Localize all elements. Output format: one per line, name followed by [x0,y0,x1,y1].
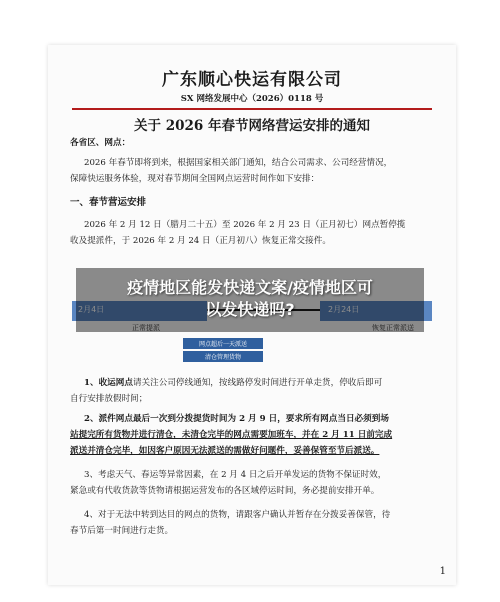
red-divider [72,108,432,110]
page-mark: 1 [439,566,446,577]
intro-line-2: 保障快运服务体验，现对春节期间全国网点运营时间作如下安排： [70,174,320,184]
timeline-label-right: 恢复正常派送 [372,324,414,332]
item1-line-1 [70,375,434,391]
intro-line-1: 2026 年春节即将到来，根据国家相关部门通知，结合公司需求、公司经营情况， [84,158,393,168]
item2-line-1 [70,411,434,427]
item2-text: 最后一次到分拨提货时间为 2 月 9 日，要求所有网点当日必须到场 [132,414,389,424]
document-number: SX 网络发展中心（2026）0118 号 [180,94,324,104]
caption-line-1: 疫情地区能发快递文案/疫情地区可 [127,278,373,297]
document-title: 关于 2026 年春节网络营运安排的通知 [134,118,370,134]
timeline-boxes [183,338,263,364]
section1-line-1: 2026 年 2 月 12 日（腊月二十五）至 2026 年 2 月 23 日（正月初七）网点暂停揽 [84,220,406,230]
timeline-start-date: 2月4日 [78,305,105,314]
item4-line-2: 春节后第一时间进行走货。 [70,526,174,536]
caption-overlay [76,268,424,332]
item1-text: 请关注公司停线通知，按线路停发时间进行开单走货，停收后即可 [132,378,383,388]
item1-line-2: 自行安排放假时间； [70,394,148,404]
item4-line-1: 4、对于无法中转到达目的网点的货物，请跟客户确认并暂存在分拨妥善保管，待 [84,510,391,520]
company-name: 广东顺心快运有限公司 [162,70,342,90]
section1-title: 一、春节营运安排 [70,197,147,208]
item3-line-2: 紧急或有代收货款等货物请根据运营发布的各区域停运时间，务必提前安排开单。 [70,486,380,496]
item3-line-1: 3、考虑天气、春运等异常因素，在 2 月 4 日之后开单发运的货物不保证时效， [84,470,387,480]
timeline-box-2: 清仓管理货物 [183,351,263,362]
timeline-label-left: 正常提派 [132,324,160,332]
item1-lead: 1、收运网点 [84,378,133,388]
item2-line-3: 派送并清仓完毕，如因客户原因无法派送的需做好问题件，妥善保管至节后派送。 [70,446,380,456]
salutation: 各省区、网点： [70,138,131,148]
caption-line-2: 以发快递吗? [205,300,295,319]
section1-line-2: 收及提派件，于 2026 年 2 月 24 日（正月初八）恢复正常交接件。 [70,236,331,246]
item2-line-2: 站提完所有货物并进行清仓，未清仓完毕的网点需要加班车，并在 2 月 11 日前完成 [70,430,393,440]
timeline-box-1: 网点超后一天派送 [183,338,263,349]
timeline-end-date: 2月24日 [328,305,360,314]
item2-lead: 2、派件网点 [84,414,133,424]
